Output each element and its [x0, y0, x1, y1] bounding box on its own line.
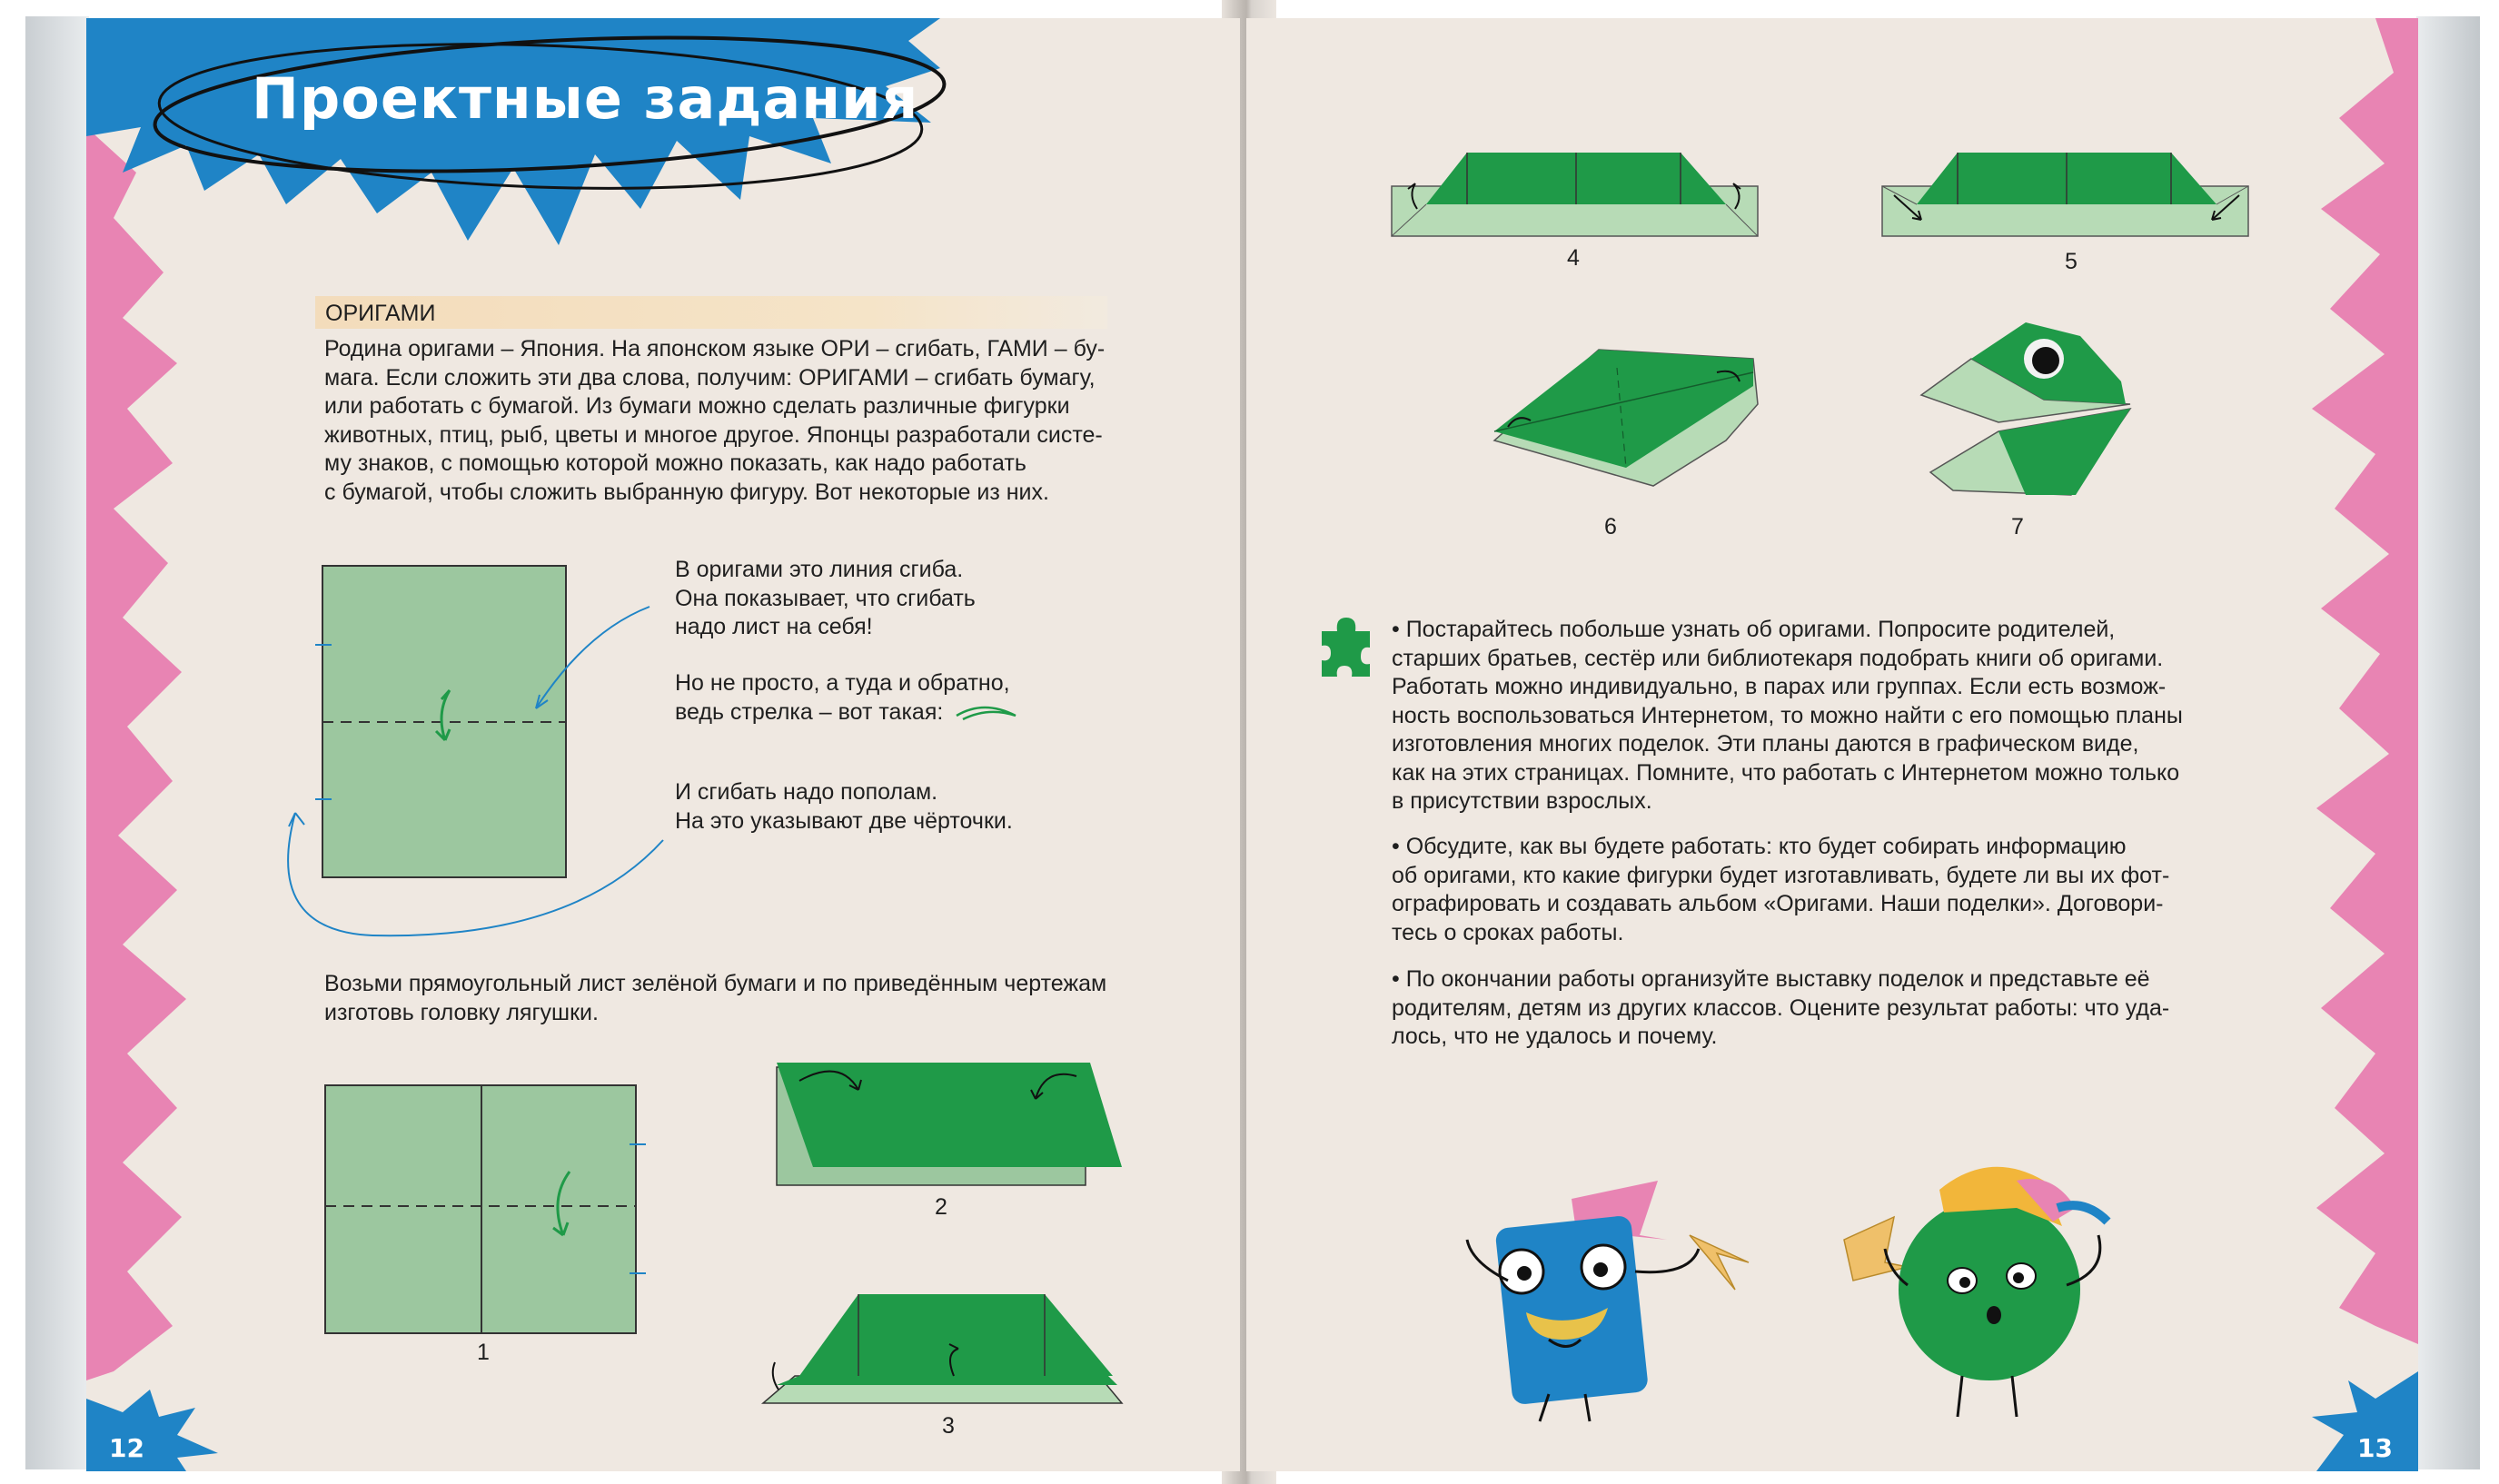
note-fold-line: В оригами это линия сгиба. Она показывает, что сгибать надо лист на себя! — [675, 557, 976, 639]
step-label-3: 3 — [942, 1413, 955, 1439]
step-3-diagram — [759, 1290, 1131, 1408]
note-arrow: Но не просто, а туда и обратно, ведь стрелка – вот такая: — [675, 670, 1010, 725]
step-4-diagram — [1390, 145, 1762, 245]
intro-paragraph: Родина оригами – Япония. На японском языке ОРИ – сгибать, ГАМИ – бу- мага. Если сложить эти два слова, получим: ОРИГАМИ – сгибать бумагу, или работать с бумагой. Из бумаги можно сделать различные фигурки животных, птиц, рыб, цветы и многое другое. Японцы разработали систе- му знаков, с помощью которой можно показать, как надо работать с бумагой, чтобы сложить выбранную фигуру. Вот некоторые из них. — [324, 336, 1106, 505]
step-7-frog-diagram — [1917, 318, 2144, 500]
section-heading: ОРИГАМИ — [325, 301, 436, 326]
blue-square-character — [1453, 1162, 1799, 1426]
green-ball-character — [1835, 1135, 2144, 1426]
bullet-3: • По окончании работы организуйте выставку поделок и представьте её родителям, детям из других классов. Оцените результат работы: что уда- лось, что не удалось и почему. — [1392, 966, 2170, 1049]
step-5-diagram — [1880, 145, 2253, 245]
step-label-6: 6 — [1604, 514, 1617, 539]
header-blue-splash — [86, 18, 958, 272]
step-1-diagram — [322, 1081, 659, 1344]
task-text: Возьми прямоугольный лист зелёной бумаги и по приведённым чертежам изготовь головку лягушки. — [324, 971, 1107, 1025]
back-and-forth-arrow-icon — [952, 699, 1020, 727]
right-pink-border — [2285, 18, 2418, 1471]
step-label-4: 4 — [1567, 245, 1580, 271]
note-half: И сгибать надо пополам. На это указывают две чёрточки. — [675, 779, 1013, 834]
step-label-2: 2 — [935, 1194, 947, 1220]
bullet-1: • Постарайтесь побольше узнать об оригами. Попросите родителей, старших братьев, сестёр или библиотекаря подобрать книги об оригами. Работать можно индивидуально, в парах или группах. Если есть возмож- ность воспользоваться Интернетом, то можно найти с его помощью планы изготовления многих поделок. Эти планы даются в графическом виде, как на этих страницах. Помните, что работать с Интернетом можно только в присутствии взрослых. — [1392, 617, 2183, 814]
step-6-diagram — [1490, 341, 1762, 495]
step-label-5: 5 — [2065, 249, 2078, 274]
right-page-number: 13 — [2357, 1433, 2393, 1463]
step-2-diagram — [772, 1058, 1126, 1203]
page-title: Проектные задания — [252, 65, 919, 132]
step-label-1: 1 — [477, 1340, 490, 1365]
step-label-7: 7 — [2011, 514, 2024, 539]
bullet-2: • Обсудите, как вы будете работать: кто будет собирать информацию об оригами, кто какие фигурки будет изготавливать, будете ли вы их фот- ографировать и создавать альбом «Оригами. Наши поделки». Договори- тесь о сроках работы. — [1392, 834, 2170, 945]
puzzle-icon — [1317, 613, 1376, 677]
left-page-number: 12 — [109, 1433, 144, 1463]
left-page-number-splash — [86, 1390, 223, 1471]
